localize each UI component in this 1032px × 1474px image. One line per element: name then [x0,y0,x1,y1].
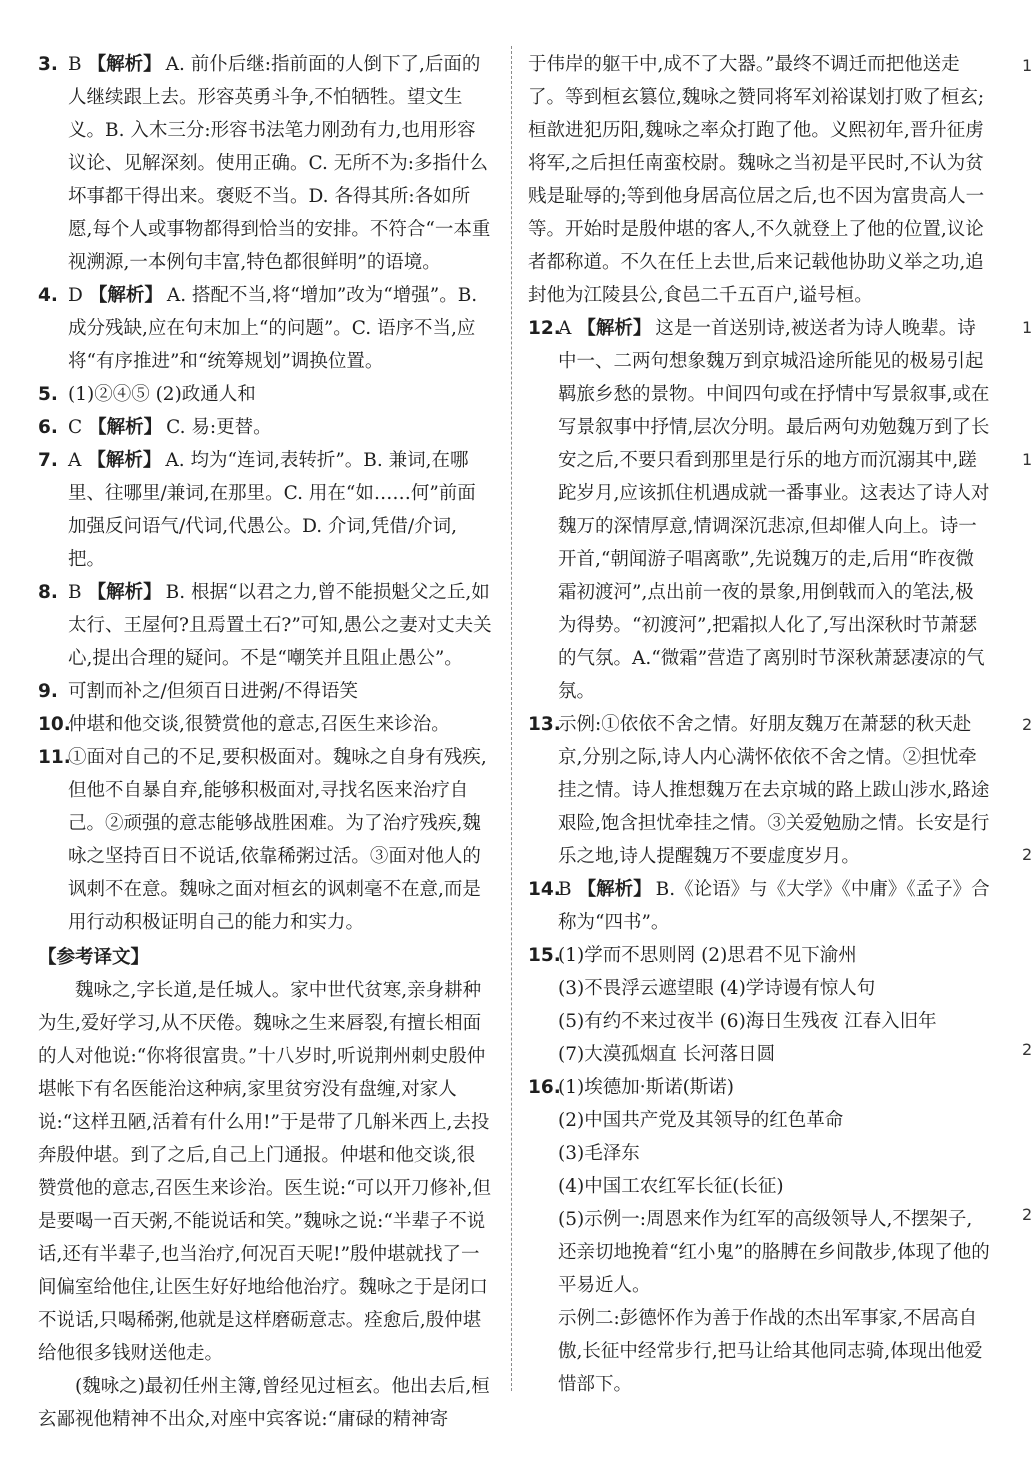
reference-continuation: 于伟岸的躯干中,成不了大器。”最终不调迁而把他送走了。等到桓玄篡位,魏咏之赞同将军刘裕谋划打败了桓玄;桓歆进犯历阳,魏咏之率众打跑了他。义熙初年,晋升征虏将军,之后担任南蛮校尉。魏咏之当初是平民时,不认为贫贱是耻辱的;等到他身居高位居之后,也不因为富贵高人一等。开始时是殷仲堪的客人,不久就登上了他的位置,议论者都称道。不久在任上去世,后来记载他协助义举之功,追封他为江陵县公,食邑二千五百户,谥号桓。 [528,54,985,306]
analysis-text: B. 根据“以君之力,曾不能损魁父之丘,如太行、王屋何?且焉置土石?”可知,愚公之妻对丈夫关心,提出合理的疑问。不是“嘲笑并且阻止愚公”。 [68,582,492,669]
question-number: 3. [38,54,58,75]
question-12 [528,312,990,708]
question-number: 14. [528,879,561,900]
question-14 [528,873,990,939]
analysis-tag: 【解析】 [87,54,162,75]
answer-letter: A [68,450,82,471]
answer-letter: C [68,417,83,438]
analysis-tag: 【解析】 [87,450,162,471]
question-number: 6. [38,417,58,438]
answer-letter: B [558,879,572,900]
answer-letter: A [558,318,572,339]
answer-line: (5)有约不来过夜半 (6)海日生残夜 江春入旧年 [558,1011,937,1032]
edge-number: 2 [1022,845,1032,864]
answer-line: (4)中国工农红军长征(长征) [558,1176,784,1197]
answer-line: (2)中国共产党及其领导的红色革命 [558,1110,844,1131]
answer-text: ①面对自己的不足,要积极面对。魏咏之自身有残疾,但他不自暴自弃,能够积极面对,寻找名医来治疗自己。②顽强的意志能够战胜困难。为了治疗残疾,魏咏之坚持百日不说话,依靠稀粥过活。③面对他人的讽刺不在意。魏咏之面对桓玄的讽刺毫不在意,而是用行动积极证明自己的能力和实力。 [68,747,487,933]
answer-text: 可割而补之/但须百日进粥/不得语笑 [68,681,358,702]
analysis-text: A. 搭配不当,将“增加”改为“增强”。B. 成分残缺,应在句末加上“的问题”。C. 语序不当,应将“有序推进”和“统筹规划”调换位置。 [68,285,478,372]
left-column [38,48,493,1436]
question-9 [38,675,493,708]
question-number: 11. [38,747,71,768]
analysis-tag: 【解析】 [88,417,163,438]
question-number: 15. [528,945,561,966]
answer-letter: D [68,285,83,306]
analysis-tag: 【解析】 [88,285,163,306]
question-15 [528,939,990,1071]
answer-line: (5)示例一:周恩来作为红军的高级领导人,不摆架子,还亲切地挽着“红小鬼”的胳膊在乡间散步,体现了他的平易近人。 [558,1209,990,1296]
edge-number: 2 [1022,1205,1032,1224]
question-number: 12. [528,318,561,339]
answer-line: (3)不畏浮云遮望眼 (4)学诗谩有惊人句 [558,978,876,999]
edge-number: 1 [1022,450,1032,469]
question-number: 10. [38,714,71,735]
question-number: 5. [38,384,58,405]
reference-paragraph-2: (魏咏之)最初任州主簿,曾经见过桓玄。他出去后,桓玄鄙视他精神不出众,对座中宾客说:“庸碌的精神寄 [38,1376,490,1430]
analysis-tag: 【解析】 [87,582,162,603]
edge-number: 1 [1022,318,1032,337]
analysis-text: B.《论语》与《大学》《中庸》《孟子》合称为“四书”。 [558,879,990,933]
answer-line: 示例二:彭德怀作为善于作战的杰出军事家,不居高自傲,长征中经常步行,把马让给其他同志骑,体现出他爱惜部下。 [558,1308,983,1395]
edge-number: 2 [1022,1040,1032,1059]
question-5 [38,378,493,411]
answer-letter: B [68,54,82,75]
answer-line: (1)埃德加·斯诺(斯诺) [558,1077,735,1098]
question-number: 9. [38,681,58,702]
edge-number: 2 [1022,715,1032,734]
answer-text: 仲堪和他交谈,很赞赏他的意志,召医生来诊治。 [68,714,450,735]
analysis-text: A. 前仆后继:指前面的人倒下了,后面的人继续跟上去。形容英勇斗争,不怕牺牲。望文生义。B. 入木三分:形容书法笔力刚劲有力,也用形容议论、见解深刻。使用正确。C. 无所不为:多指什么坏事都干得出来。褒贬不当。D. 各得其所:各如所愿,每个人或事物都得到恰当的安排。不符合“一本重视溯源,一本例句丰富,特色都很鲜明”的语境。 [68,54,491,273]
question-4 [38,279,493,378]
answer-line: (1)学而不思则罔 (2)思君不见下渝州 [558,945,857,966]
edge-number: 1 [1022,56,1032,75]
question-16 [528,1071,990,1401]
column-divider [511,46,512,1391]
question-10 [38,708,493,741]
question-11 [38,741,493,939]
question-number: 4. [38,285,58,306]
answer-line: (7)大漠孤烟直 长河落日圆 [558,1044,776,1065]
question-7 [38,444,493,576]
question-number: 16. [528,1077,561,1098]
answer-letter: B [68,582,82,603]
question-13 [528,708,990,873]
analysis-text: 这是一首送别诗,被送者为诗人晚辈。诗中一、二两句想象魏万到京城沿途所能见的极易引起羁旅乡愁的景物。中间四句或在抒情中写景叙事,或在写景叙事中抒情,层次分明。最后两句劝勉魏万到了长安之后,不要只看到那里是行乐的地方而沉溺其中,蹉跎岁月,应该抓住机遇成就一番事业。这表达了诗人对魏万的深情厚意,情调深沉悲凉,但却催人向上。诗一开首,“朝闻游子唱离歌”,先说魏万的走,后用“昨夜微霜初渡河”,点出前一夜的景象,用倒戟而入的笔法,极为得势。“初渡河”,把霜拟人化了,写出深秋时节萧瑟的气氛。A.“微霜”营造了离别时节深秋萧瑟凄凉的气氛。 [558,318,990,702]
analysis-text: C. 易:更替。 [166,417,272,438]
question-number: 8. [38,582,58,603]
right-column [528,48,990,1401]
reference-translation-title: 【参考译文】 [38,947,150,968]
question-8 [38,576,493,675]
analysis-tag: 【解析】 [577,318,652,339]
analysis-text: A. 均为“连词,表转折”。B. 兼词,在哪里、往哪里/兼词,在那里。C. 用在“如……何”前面加强反问语气/代词,代愚公。D. 介词,凭借/介词,把。 [68,450,476,570]
analysis-tag: 【解析】 [577,879,652,900]
answer-text: (1)②④⑤ (2)政通人和 [68,384,256,405]
answer-text: 示例:①依依不舍之情。好朋友魏万在萧瑟的秋天赴京,分别之际,诗人内心满怀依依不舍之情。②担忧牵挂之情。诗人推想魏万在去京城的路上跋山涉水,路途艰险,饱含担忧牵挂之情。③关爱勉励之情。长安是行乐之地,诗人提醒魏万不要虚度岁月。 [558,714,990,867]
question-number: 13. [528,714,561,735]
question-3 [38,48,493,279]
reference-paragraph-1: 魏咏之,字长道,是任城人。家中世代贫寒,亲身耕种为生,爱好学习,从不厌倦。魏咏之生来唇裂,有擅长相面的人对他说:“你将很富贵。”十八岁时,听说荆州刺史殷仲堪帐下有名医能治这种病,家里贫穷没有盘缠,对家人说:“这样丑陋,活着有什么用!”于是带了几斛米西上,去投奔殷仲堪。到了之后,自己上门通报。仲堪和他交谈,很赞赏他的意志,召医生来诊治。医生说:“可以开刀修补,但是要喝一百天粥,不能说话和笑。”魏咏之说:“半辈子不说话,还有半辈子,也当治疗,何况百天呢!”殷仲堪就找了一间偏室给他住,让医生好好地给他治疗。魏咏之于是闭口不说话,只喝稀粥,他就是这样磨砺意志。痊愈后,殷仲堪给他很多钱财送他走。 [38,980,491,1364]
question-6 [38,411,493,444]
question-number: 7. [38,450,58,471]
answer-line: (3)毛泽东 [558,1143,640,1164]
